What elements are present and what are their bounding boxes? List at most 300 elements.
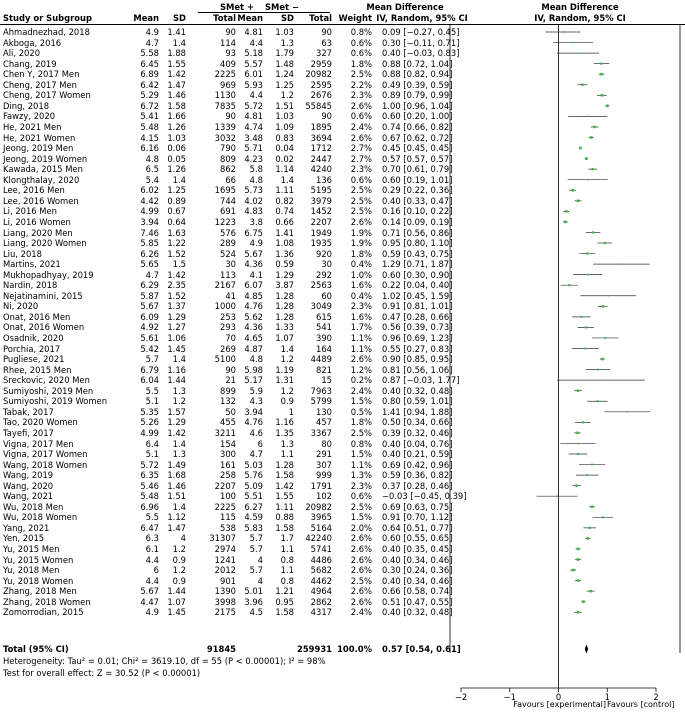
sd-smet-negative: 1.14	[275, 164, 294, 175]
sd-smet-positive: 1.44	[167, 375, 186, 386]
study-marker	[577, 611, 580, 614]
sd-smet-positive: 1.47	[167, 79, 186, 90]
mean-difference-ci: 0.55 [0.27, 0.83]	[382, 343, 453, 354]
study-marker	[579, 147, 582, 150]
sd-smet-positive: 1.29	[167, 417, 186, 428]
sd-smet-positive: 1.42	[167, 269, 186, 280]
total-smet-negative: 3979	[310, 195, 332, 206]
sd-smet-positive: 1.46	[167, 480, 186, 491]
sd-smet-negative: 1.28	[275, 311, 294, 322]
sd-smet-negative: 1.31	[275, 375, 294, 386]
study-name: Onat, 2016 Women	[3, 322, 85, 333]
mean-difference-ci: 0.88 [0.72, 1.04]	[382, 58, 453, 69]
mean-difference-ci: 0.40 [0.34, 0.46]	[382, 554, 453, 565]
study-marker	[589, 527, 591, 529]
mean-difference-ci: 0.90 [0.85, 0.95]	[382, 354, 453, 365]
weight: 1.8%	[350, 58, 372, 69]
sd-smet-negative: 1.09	[275, 122, 294, 132]
mean-smet-positive: 6.45	[140, 58, 159, 69]
mean-difference-ci: 0.67 [0.62, 0.72]	[382, 132, 453, 143]
mean-smet-positive: 5.29	[140, 90, 159, 101]
weight: 0.6%	[350, 174, 372, 185]
mean-smet-negative: 5.7	[249, 533, 263, 544]
mean-difference-ci: 0.45 [0.45, 0.45]	[382, 143, 453, 154]
study-marker	[592, 231, 594, 233]
sd-smet-positive: 1.63	[167, 227, 186, 238]
weight: 2.6%	[350, 544, 372, 554]
mean-difference-ci: 0.40 [0.32, 0.48]	[382, 607, 453, 618]
total-smet-negative: 5741	[310, 544, 332, 554]
mean-difference-ci: 0.56 [0.39, 0.73]	[382, 322, 453, 333]
total-smet-positive: 90	[225, 364, 236, 375]
sd-smet-negative: 0.04	[275, 143, 294, 154]
study-marker	[586, 537, 589, 540]
mean-smet-negative: 5.67	[244, 248, 263, 259]
weight: 0.6%	[350, 37, 372, 48]
sd-smet-positive: 1.3	[172, 449, 186, 459]
total-smet-negative: 42240	[305, 533, 332, 544]
study-marker	[577, 200, 580, 203]
total-smet-negative: 2862	[310, 596, 332, 607]
sd-smet-positive: 1.45	[167, 607, 186, 618]
weight: 0.4%	[350, 290, 372, 301]
study-marker	[600, 73, 603, 76]
total-smet-positive: 161	[220, 459, 236, 470]
study-marker	[597, 369, 599, 371]
total-smet-negative: 3367	[310, 427, 332, 438]
mean-smet-positive: 5.4	[145, 174, 159, 185]
study-marker	[593, 126, 596, 129]
study-marker	[627, 411, 628, 412]
total-smet-positive: 3998	[214, 596, 236, 607]
mean-smet-negative: 4.74	[244, 122, 263, 132]
sd-smet-negative: 1.1	[280, 544, 294, 554]
sd-smet-positive: 1.3	[172, 385, 186, 396]
mean-smet-negative: 5.62	[244, 311, 263, 322]
mean-smet-negative: 4.81	[244, 111, 263, 122]
sd-smet-negative: 1	[288, 406, 294, 417]
sd-smet-negative: 1.1	[280, 565, 294, 576]
overall-effect-text: Test for overall effect: Z = 30.52 (P < 0.00001)	[3, 668, 201, 678]
total-smet-negative: 136	[316, 174, 332, 185]
column-header-mean-pos: Mean	[133, 13, 159, 23]
total-smet-negative: 7963	[310, 385, 332, 396]
total-smet-negative: 307	[316, 459, 332, 470]
sd-smet-negative: 1.08	[275, 238, 294, 248]
weight: 2.4%	[350, 607, 372, 618]
study-name: Akboga, 2016	[3, 37, 62, 48]
sd-smet-negative: 0.8	[280, 575, 294, 586]
sd-smet-negative: 1.29	[275, 269, 294, 280]
study-marker	[576, 432, 579, 435]
mean-difference-ci: 0.70 [0.61, 0.79]	[382, 164, 453, 175]
total-smet-positive: 524	[220, 248, 236, 259]
sd-smet-positive: 0.67	[167, 206, 186, 217]
mean-smet-negative: 4.36	[244, 322, 263, 333]
column-header-study: Study or Subgroup	[3, 13, 92, 23]
study-name: Liang, 2020 Men	[3, 227, 73, 238]
sd-smet-positive: 0.89	[167, 195, 186, 206]
study-name: Vigna, 2017 Men	[3, 438, 74, 449]
weight: 2.6%	[350, 586, 372, 597]
mean-smet-negative: 4.3	[249, 396, 263, 407]
study-name: Osadnik, 2020	[3, 333, 64, 343]
mean-difference-ci: 0.60 [0.30, 0.90]	[382, 269, 453, 280]
mean-smet-positive: 4.92	[140, 322, 159, 333]
total-smet-negative: 4486	[310, 554, 332, 565]
study-marker	[572, 42, 574, 44]
mean-smet-positive: 4.42	[140, 195, 159, 206]
mean-smet-negative: 4.65	[244, 333, 263, 343]
total-smet-negative: 4964	[310, 586, 332, 597]
study-name: Yu, 2015 Men	[3, 544, 60, 554]
sd-smet-negative: 1.7	[280, 533, 294, 544]
mean-difference-ci: 0.64 [0.51, 0.77]	[382, 522, 453, 533]
study-marker	[621, 263, 622, 264]
mean-smet-positive: 5.58	[140, 48, 159, 59]
mean-smet-negative: 5.17	[244, 375, 263, 386]
study-marker	[586, 474, 588, 476]
weight: 2.3%	[350, 301, 372, 312]
total-smet-negative: 4317	[310, 607, 332, 618]
weight: 0.8%	[350, 27, 372, 37]
sd-smet-positive: 1.42	[167, 69, 186, 80]
study-marker	[564, 221, 567, 224]
mean-smet-negative: 4.8	[249, 354, 263, 365]
weight: 2.5%	[350, 69, 372, 80]
sd-smet-negative: 1.41	[275, 227, 294, 238]
mean-smet-negative: 4	[257, 554, 263, 565]
total-smet-positive: 2167	[214, 280, 236, 291]
sd-smet-negative: 1.2	[280, 90, 294, 101]
weight: 2.6%	[350, 565, 372, 576]
total-smet-negative: 3049	[310, 301, 332, 312]
total-smet-negative: 4240	[310, 164, 332, 175]
study-name: Wang, 2019	[3, 470, 54, 481]
sd-smet-negative: 1.48	[275, 58, 294, 69]
study-name: Porchia, 2017	[3, 343, 61, 354]
sd-smet-negative: 0.66	[275, 216, 294, 227]
mean-difference-ci: 0.60 [0.20, 1.00]	[382, 111, 453, 122]
sd-smet-negative: 0.59	[275, 259, 294, 270]
total-label: Total (95% CI)	[3, 644, 69, 654]
total-smet-positive: 1339	[214, 122, 236, 132]
study-marker	[589, 590, 592, 593]
header-smet-negative: SMet −	[265, 2, 299, 12]
sd-smet-positive: 1.41	[167, 27, 186, 37]
sd-smet-positive: 1.42	[167, 427, 186, 438]
study-marker	[600, 63, 602, 65]
weight: 1.6%	[350, 280, 372, 291]
mean-smet-positive: 6.26	[140, 248, 159, 259]
sd-smet-negative: 1.24	[275, 69, 294, 80]
total-smet-positive: 899	[220, 385, 236, 396]
mean-smet-positive: 5.5	[145, 512, 159, 523]
sd-smet-positive: 1.46	[167, 90, 186, 101]
mean-difference-ci: 0.30 [−0.11, 0.71]	[382, 37, 460, 48]
total-smet-negative: 4489	[310, 354, 332, 365]
study-marker	[602, 305, 604, 307]
sd-smet-negative: 1.11	[275, 501, 294, 512]
header-mean-difference: Mean Difference	[366, 2, 444, 12]
total-smet-positive: 1241	[214, 554, 236, 565]
total-smet-negative: 30	[321, 259, 332, 270]
weight: 1.1%	[350, 343, 372, 354]
study-marker	[596, 400, 598, 402]
study-name: Tayefi, 2017	[3, 427, 54, 438]
mean-smet-negative: 4.5	[249, 607, 263, 618]
total-smet-positive: 269	[220, 343, 236, 354]
mean-difference-ci: 0.80 [0.59, 1.01]	[382, 396, 453, 407]
weight: 1.1%	[350, 459, 372, 470]
total-smet-positive: 300	[220, 449, 236, 459]
study-marker	[586, 252, 588, 254]
total-smet-positive: 969	[220, 79, 236, 90]
study-marker	[572, 569, 575, 572]
total-smet-positive: 1695	[214, 185, 236, 196]
sd-smet-negative: 1.58	[275, 607, 294, 618]
weight: 0.8%	[350, 438, 372, 449]
mean-smet-positive: 4.99	[140, 427, 159, 438]
weight: 0.4%	[350, 259, 372, 270]
sd-smet-negative: 1.07	[275, 333, 294, 343]
mean-smet-negative: 3.96	[244, 596, 263, 607]
mean-smet-negative: 4.81	[244, 27, 263, 37]
weight: 1.7%	[350, 322, 372, 333]
study-name: Zhang, 2018 Women	[3, 596, 91, 607]
total-smet-positive: 30	[225, 259, 236, 270]
mean-smet-negative: 5.73	[244, 185, 263, 196]
study-marker	[582, 600, 585, 603]
weight: 1.9%	[350, 227, 372, 238]
sd-smet-positive: 1.88	[167, 48, 186, 59]
mean-smet-positive: 7.46	[140, 227, 159, 238]
total-smet-positive: 93	[225, 48, 236, 59]
study-marker	[585, 157, 588, 160]
mean-smet-negative: 4.87	[244, 343, 263, 354]
mean-difference-ci: 0.59 [0.36, 0.82]	[382, 470, 453, 481]
sd-smet-negative: 1.36	[275, 248, 294, 259]
mean-smet-positive: 6.47	[140, 522, 159, 533]
mean-smet-positive: 4.8	[145, 153, 159, 164]
total-smet-negative: 3694	[310, 132, 332, 143]
total-smet-positive: 2974	[214, 544, 236, 554]
sd-smet-negative: 0.74	[275, 206, 294, 217]
sd-smet-positive: 1.44	[167, 586, 186, 597]
total-smet-positive: 258	[220, 470, 236, 481]
total-smet-positive: 790	[220, 143, 236, 154]
total-smet-negative: 20982	[305, 501, 332, 512]
mean-smet-positive: 6.5	[145, 164, 159, 175]
total-smet-negative: 292	[316, 269, 332, 280]
mean-difference-ci: 1.29 [0.71, 1.87]	[382, 259, 453, 270]
study-name: Sumiyoshi, 2019 Men	[3, 385, 94, 396]
total-weight: 100.0%	[337, 644, 372, 654]
study-name: Cheng, 2017 Women	[3, 90, 91, 101]
total-smet-positive: 154	[220, 438, 236, 449]
sd-smet-negative: 1.33	[275, 322, 294, 333]
total-smet-negative: 130	[316, 406, 332, 417]
study-name: Tabak, 2017	[3, 406, 54, 417]
weight: 2.5%	[350, 185, 372, 196]
mean-difference-ci: −0.03 [−0.45, 0.39]	[382, 491, 467, 502]
mean-smet-negative: 5.18	[244, 48, 263, 59]
mean-smet-positive: 3.94	[140, 216, 159, 227]
sd-smet-positive: 1.4	[172, 354, 186, 365]
sd-smet-positive: 1.2	[172, 544, 186, 554]
x-tick-label: −2	[454, 692, 468, 702]
sd-smet-negative: 1.51	[275, 100, 294, 111]
mean-smet-positive: 6.04	[140, 375, 159, 386]
mean-difference-ci: 0.40 [0.32, 0.48]	[382, 385, 453, 396]
mean-smet-positive: 6.42	[140, 79, 159, 90]
mean-difference-ci: 0.14 [0.09, 0.19]	[382, 216, 453, 227]
plot-header-method: IV, Random, 95% CI	[534, 13, 626, 23]
weight: 1.8%	[350, 417, 372, 428]
total-smet-negative: 80	[321, 438, 332, 449]
total-smet-positive: 115	[220, 512, 236, 523]
total-smet-positive: 455	[220, 417, 236, 428]
mean-smet-negative: 6	[257, 438, 263, 449]
mean-smet-negative: 4.4	[249, 37, 263, 48]
sd-smet-positive: 0.06	[167, 143, 186, 154]
mean-difference-ci: 0.66 [0.58, 0.74]	[382, 586, 453, 597]
sd-smet-negative: 3.87	[275, 280, 294, 291]
mean-difference-ci: 0.40 [−0.03, 0.83]	[382, 48, 460, 59]
total-smet-negative: 390	[316, 333, 332, 343]
mean-smet-negative: 5.7	[249, 544, 263, 554]
column-header-mean-neg: Mean	[237, 13, 263, 23]
weight: 2.5%	[350, 575, 372, 586]
x-tick-label: 2	[653, 692, 659, 702]
sd-smet-positive: 1.57	[167, 406, 186, 417]
study-marker	[580, 316, 582, 318]
weight: 2.4%	[350, 122, 372, 132]
mean-difference-ci: 0.81 [0.56, 1.06]	[382, 364, 453, 375]
mean-difference-ci: 0.30 [0.24, 0.36]	[382, 565, 453, 576]
mean-smet-positive: 4.15	[140, 132, 159, 143]
mean-smet-positive: 5.87	[140, 290, 159, 301]
total-smet-positive: 5100	[214, 354, 236, 365]
mean-smet-positive: 5.85	[140, 238, 159, 248]
mean-smet-negative: 4.85	[244, 290, 263, 301]
mean-difference-ci: 0.59 [0.43, 0.75]	[382, 248, 453, 259]
mean-smet-positive: 5.48	[140, 491, 159, 502]
sd-smet-negative: 1.16	[275, 417, 294, 428]
mean-smet-positive: 6.29	[140, 280, 159, 291]
sd-smet-positive: 1.51	[167, 491, 186, 502]
study-name: Rhee, 2015 Men	[3, 364, 72, 375]
weight: 2.6%	[350, 554, 372, 565]
mean-difference-ci: 0.29 [0.22, 0.36]	[382, 185, 453, 196]
mean-difference-ci: 0.09 [−0.27, 0.45]	[382, 27, 460, 37]
total-smet-positive: 1390	[214, 586, 236, 597]
study-name: Liang, 2020 Women	[3, 238, 87, 248]
column-header-sd-neg: SD	[281, 13, 294, 23]
study-marker	[577, 558, 580, 561]
mean-smet-negative: 5.8	[249, 164, 263, 175]
weight: 2.6%	[350, 533, 372, 544]
mean-difference-ci: 0.87 [−0.03, 1.77]	[382, 375, 460, 386]
total-smet-positive: 100	[220, 491, 236, 502]
x-tick-label: 0	[555, 692, 562, 702]
mean-smet-positive: 5.1	[145, 396, 159, 407]
sd-smet-negative: 1.35	[275, 427, 294, 438]
total-smet-positive: 1000	[214, 301, 236, 312]
study-name: Onat, 2016 Men	[3, 311, 71, 322]
mean-smet-negative: 4.8	[249, 174, 263, 185]
mean-smet-positive: 5.65	[140, 259, 159, 270]
study-name: Wang, 2021	[3, 491, 54, 502]
total-smet-negative: 1791	[310, 480, 332, 491]
total-smet-positive: 3211	[214, 427, 236, 438]
study-marker	[591, 505, 594, 508]
total-smet-negative: 1949	[310, 227, 332, 238]
total-smet-negative: 821	[316, 364, 332, 375]
mean-smet-positive: 6.35	[140, 470, 159, 481]
study-marker	[601, 94, 603, 96]
mean-difference-ci: 0.96 [0.69, 1.23]	[382, 333, 453, 343]
sd-smet-negative: 1.58	[275, 470, 294, 481]
total-smet-negative: 2595	[310, 79, 332, 90]
sd-smet-negative: 1.1	[280, 449, 294, 459]
favours-control-label: Favours [control]	[607, 700, 675, 709]
mean-smet-negative: 5.76	[244, 470, 263, 481]
mean-difference-ci: 0.88 [0.82, 0.94]	[382, 69, 453, 80]
mean-difference-ci: 1.41 [0.94, 1.88]	[382, 406, 453, 417]
study-marker	[565, 210, 568, 213]
mean-smet-negative: 5.01	[244, 586, 263, 597]
sd-smet-positive: 1.06	[167, 333, 186, 343]
mean-difference-ci: 0.69 [0.63, 0.75]	[382, 501, 453, 512]
study-marker	[577, 453, 579, 455]
sd-smet-positive: 1.4	[172, 37, 186, 48]
mean-smet-negative: 4.76	[244, 301, 263, 312]
sd-smet-positive: 4	[180, 533, 186, 544]
sd-smet-positive: 1.68	[167, 470, 186, 481]
mean-smet-negative: 5.51	[244, 491, 263, 502]
sd-smet-negative: 0.8	[280, 554, 294, 565]
header-smet-positive: SMet +	[220, 2, 254, 12]
mean-smet-negative: 4	[257, 575, 263, 586]
mean-smet-negative: 5.09	[244, 480, 263, 491]
study-name: Klongthalay, 2020	[3, 174, 80, 185]
mean-difference-ci: 0.51 [0.47, 0.55]	[382, 596, 453, 607]
study-name: Chang, 2019	[3, 58, 57, 69]
total-smet-negative: 327	[316, 48, 332, 59]
total-smet-positive: 1130	[214, 90, 236, 101]
mean-difference-ci: 0.22 [0.04, 0.40]	[382, 280, 453, 291]
mean-smet-positive: 4.9	[145, 27, 159, 37]
study-marker	[604, 242, 606, 244]
study-marker	[568, 284, 570, 286]
column-header-md-method: IV, Random, 95% CI	[376, 13, 468, 23]
study-name: Lee, 2016 Men	[3, 185, 65, 196]
mean-smet-negative: 6.01	[244, 69, 263, 80]
mean-smet-positive: 5.1	[145, 449, 159, 459]
mean-smet-positive: 5.61	[140, 333, 159, 343]
mean-smet-negative: 4.7	[249, 449, 263, 459]
mean-difference-ci: 0.95 [0.80, 1.10]	[382, 238, 453, 248]
sd-smet-positive: 1.07	[167, 596, 186, 607]
sd-smet-positive: 1.26	[167, 164, 186, 175]
sd-smet-positive: 1.52	[167, 290, 186, 301]
total-smet-negative: 2447	[310, 153, 332, 164]
mean-smet-positive: 6	[153, 565, 159, 576]
mean-smet-negative: 5.57	[244, 58, 263, 69]
sd-smet-positive: 1.26	[167, 122, 186, 132]
mean-difference-ci: 0.74 [0.66, 0.82]	[382, 122, 453, 132]
